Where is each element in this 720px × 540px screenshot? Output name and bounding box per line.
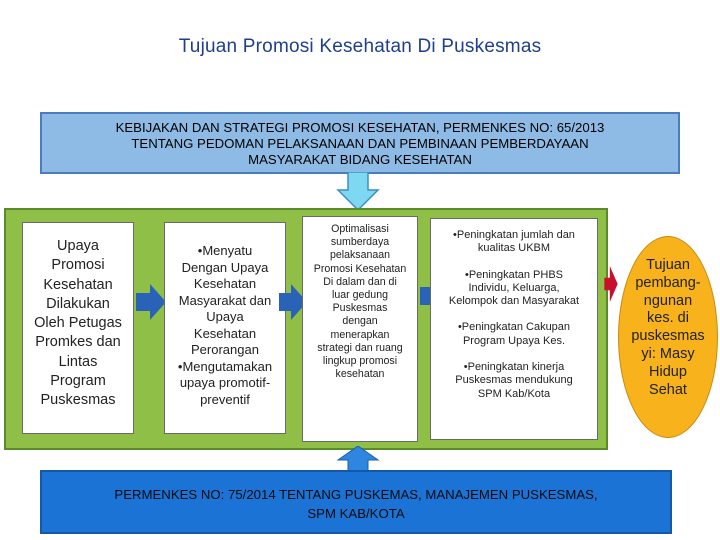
box-peningkatan — [430, 218, 598, 440]
box-petugas-promkes: Upaya Promosi Kesehatan Dilakukan Oleh Petugas Promkes dan Lintas Program Puskesmas — [22, 222, 134, 434]
peningkatan-item: •Peningkatan Cakupan Program Upaya Kes. — [457, 321, 571, 347]
box-optimalisasi: Optimalisasi sumberdaya pelaksanaan Promosi Kesehatan Di dalam dan di luar gedung Puskesmas dengan menerapkan strategi dan ruang lingkup promosi kesehatan — [302, 216, 418, 442]
peningkatan-item: •Peningkatan PHBS Individu, Keluarga, Kelompok dan Masyarakat — [448, 268, 580, 308]
policy-banner-line: MASYARAKAT BIDANG KESEHATAN — [248, 152, 472, 167]
policy-banner-line: TENTANG PEDOMAN PELAKSANAAN DAN PEMBINAAN PEMBERDAYAAN — [131, 136, 589, 151]
policy-banner-line: SPM KAB/KOTA — [307, 506, 405, 521]
goal-ellipse: Tujuan pembang- ngunan kes. di puskesmas yi: Masy Hidup Sehat — [618, 236, 718, 438]
box-upaya-kesehatan: •Menyatu Dengan Upaya Kesehatan Masyarakat dan Upaya Kesehatan Perorangan •Mengutamakan upaya promotif- preventif — [164, 222, 286, 434]
peningkatan-item: •Peningkatan jumlah dan kualitas UKBM — [453, 229, 575, 255]
policy-banner-line: KEBIJAKAN DAN STRATEGI PROMOSI KESEHATAN, PERMENKES NO: 65/2013 — [115, 120, 605, 135]
policy-banner-top — [40, 112, 680, 174]
down-arrow-icon — [336, 172, 380, 212]
right-arrow-icon — [136, 284, 166, 320]
policy-banner-line: PERMENKES NO: 75/2014 TENTANG PUSKEMAS, MANAJEMEN PUSKESMAS, — [114, 487, 598, 502]
peningkatan-item: •Peningkatan kinerja Puskesmas mendukung SPM Kab/Kota — [455, 361, 573, 400]
page-title: Tujuan Promosi Kesehatan Di Puskesmas — [178, 36, 542, 57]
policy-banner-bottom — [40, 470, 672, 534]
